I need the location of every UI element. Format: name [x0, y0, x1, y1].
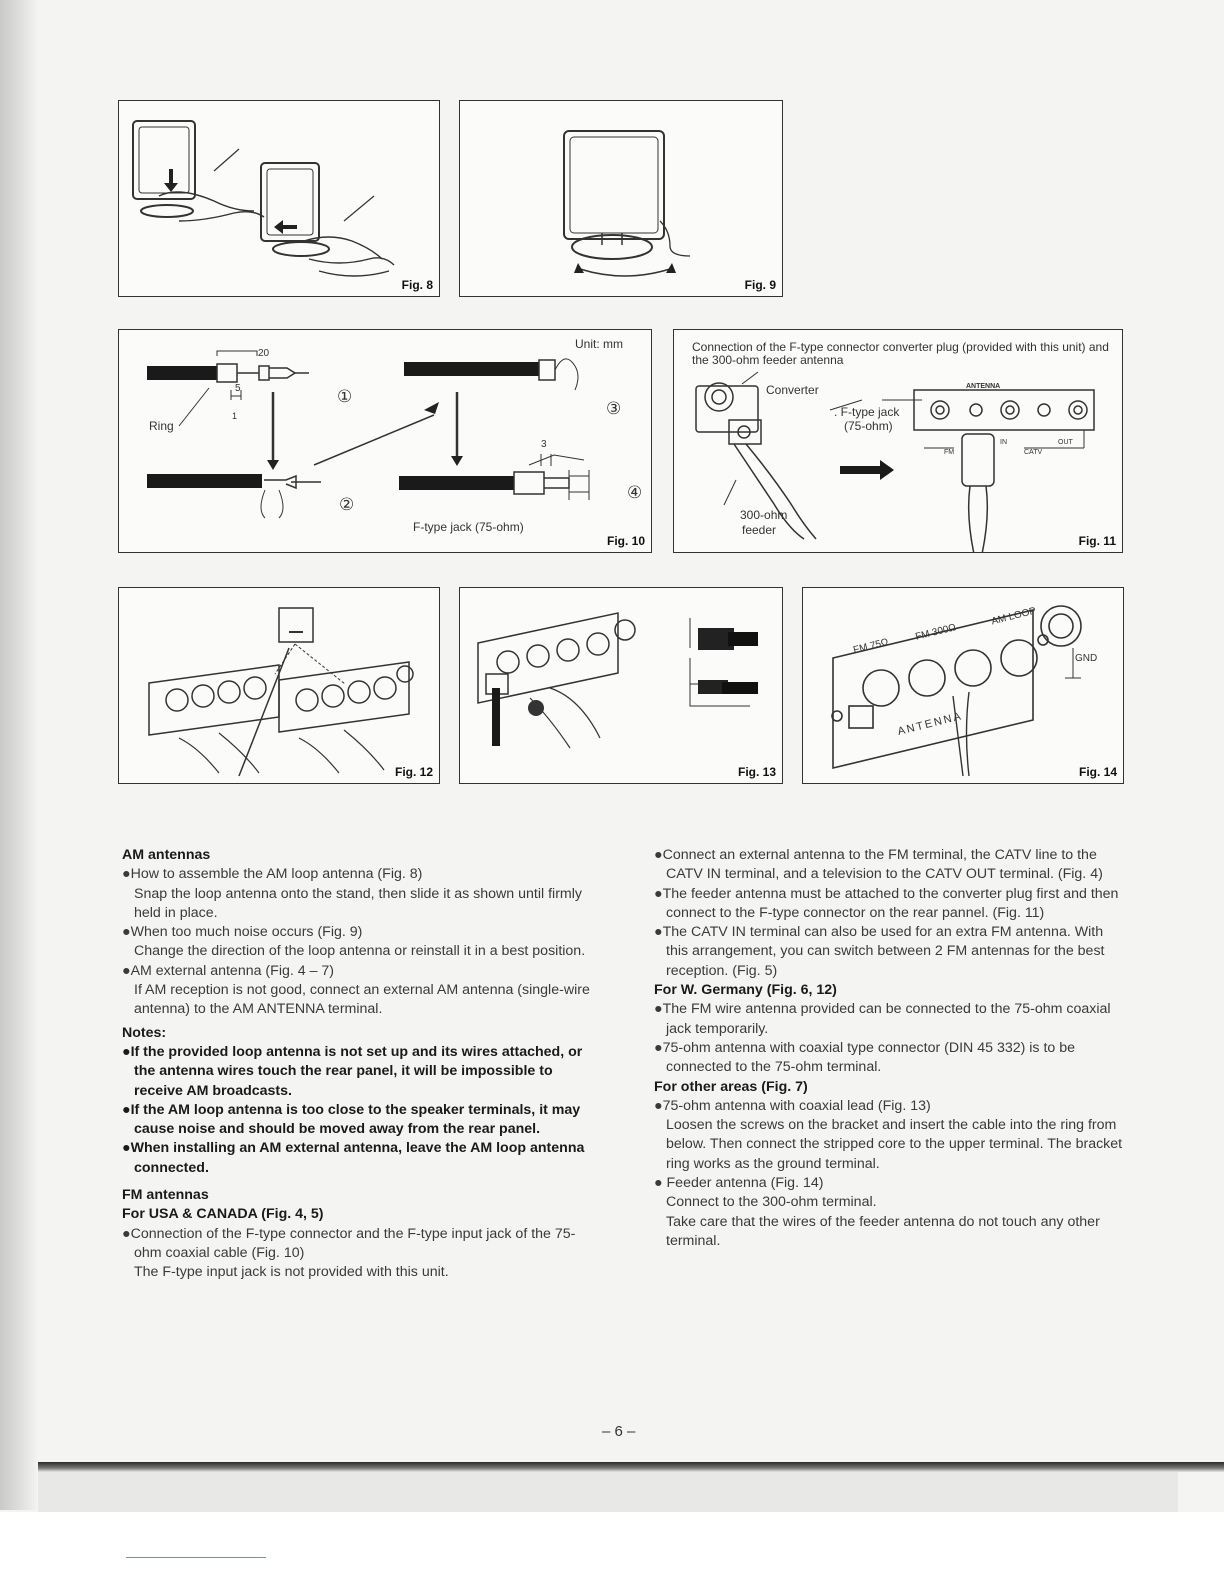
fig-11-jack-ohm: (75-ohm) [844, 419, 893, 433]
note-1: ●If the provided loop antenna is not set up and its wires attached, or the antenna wires touch the rear panel, it will be impossible to receive AM broadcasts. [122, 1043, 583, 1099]
other-item-1: ●75-ohm antenna with coaxial lead (Fig. 13) [654, 1097, 931, 1114]
notes-heading: Notes: [122, 1024, 167, 1041]
am-noise-text: Change the direction of the loop antenna or reinstall it in a best position. [134, 943, 586, 960]
am-assemble-text: Snap the loop antenna onto the stand, then slide it as shown until firmly held in place. [134, 885, 582, 921]
figure-8 [118, 100, 440, 297]
din-connector-installation-illustration [119, 588, 439, 783]
feeder-antenna-terminal-illustration [803, 588, 1123, 783]
germany-item-2: ●75-ohm antenna with coaxial type connector (DIN 45 332) is to be connected to the 75-ohm terminal. [654, 1039, 1076, 1076]
footer-link-line [126, 1557, 266, 1558]
fm-antennas-heading: FM antennas [122, 1187, 209, 1204]
fig-10-step-4: ④ [627, 483, 643, 502]
coaxial-lead-connection-illustration [460, 588, 782, 783]
fig-11-antenna-tag: ANTENNA [966, 383, 1001, 390]
loop-antenna-assembly-illustration [119, 101, 439, 296]
usa-canada-heading: For USA & CANADA (Fig. 4, 5) [122, 1206, 324, 1223]
fig-9-label: Fig. 9 [744, 278, 776, 292]
page-footer-area [0, 1512, 1224, 1584]
fig-12-label: Fig. 12 [394, 765, 433, 779]
note-2: ●If the AM loop antenna is too close to the speaker terminals, it may cause noise and should be moved away from the rear panel. [122, 1101, 581, 1138]
fig-11-fm-tag: FM [944, 449, 955, 456]
usa-connection-text: The F-type input jack is not provided with this unit. [134, 1264, 449, 1281]
figure-12 [118, 587, 440, 784]
catv-in-item: ●The CATV IN terminal can also be used for an extra FM antenna. With this arrangement, you can switch between 2 FM antennas for the best reception. (Fig. 5) [654, 924, 1105, 979]
fig-11-feeder-2: feeder [742, 523, 777, 537]
fig-11-catv-tag: CATV [1024, 449, 1043, 456]
other-item-2-text-1: Connect to the 300-ohm terminal. [666, 1194, 877, 1211]
loop-antenna-rotation-illustration [460, 101, 782, 296]
figure-13 [459, 587, 783, 784]
right-column [654, 846, 1124, 1251]
usa-connection-item: ●Connection of the F-type connector and the F-type input jack of the 75-ohm coaxial cable (Fig. 10) [122, 1225, 576, 1261]
fig-14-antenna: ANTENNA [896, 710, 964, 738]
fig-11-label: Fig. 11 [1078, 534, 1116, 548]
fig-14-fm75: FM 75Ω [852, 636, 890, 657]
fig-10-label: Fig. 10 [606, 534, 645, 548]
fig-11-in-tag: IN [1000, 439, 1007, 446]
fig-10-dim-20: 20 [258, 348, 270, 359]
fig-14-amloop: AM LOOP [990, 605, 1038, 628]
fig-14-gnd: GND [1075, 653, 1098, 664]
fig-13-label: Fig. 13 [737, 765, 776, 779]
am-external-item: ●AM external antenna (Fig. 4 – 7) [122, 962, 335, 979]
am-assemble-item: ●How to assemble the AM loop antenna (Fig. 8) [122, 866, 423, 883]
fig-11-converter: Converter [766, 383, 819, 397]
figure-14 [802, 587, 1124, 784]
other-item-2-text-2: Take care that the wires of the feeder antenna do not touch any other terminal. [666, 1213, 1100, 1249]
fig-8-label: Fig. 8 [401, 278, 433, 292]
page-bottom-edge [38, 1462, 1224, 1472]
figure-10 [118, 329, 652, 553]
fig-10-step-1: ① [337, 387, 353, 406]
feeder-attach-item: ●The feeder antenna must be attached to the converter plug first and then connect to the F-type connector on the rear pannel. (Fig. 11) [654, 885, 1119, 921]
fig-10-ring: Ring [149, 419, 174, 433]
fig-14-label: Fig. 14 [1078, 765, 1117, 779]
fig-11-jack: . F-type jack [834, 405, 900, 419]
fig-10-unit: Unit: mm [575, 337, 623, 351]
fig-10-dim-5: 5 [235, 383, 241, 394]
am-noise-item: ●When too much noise occurs (Fig. 9) [122, 924, 363, 941]
fig-11-caption: Connection of the F-type connector converter plug (provided with this unit) and the 300-ohm feeder antenna [692, 340, 1109, 367]
figure-11 [673, 329, 1123, 553]
fig-10-jack: F-type jack (75-ohm) [413, 520, 524, 534]
other-areas-heading: For other areas (Fig. 7) [654, 1078, 808, 1095]
fig-10-dim-3: 3 [541, 439, 547, 450]
page-number: – 6 – [602, 1423, 636, 1440]
fig-10-dim-1: 1 [232, 411, 238, 421]
germany-heading: For W. Germany (Fig. 6, 12) [654, 982, 837, 999]
f-type-connector-assembly-illustration [119, 330, 651, 552]
germany-item-1: ●The FM wire antenna provided can be connected to the 75-ohm coaxial jack temporarily. [654, 1001, 1111, 1037]
fig-14-fm300: FM 300Ω [914, 622, 958, 643]
fig-11-feeder: 300-ohm [740, 508, 788, 522]
other-item-1-text: Loosen the screws on the bracket and insert the cable into the ring from below. Then connect the stripped core to the upper terminal. The bracket ring works as the ground terminal. [666, 1117, 1123, 1172]
am-antennas-heading: AM antennas [122, 847, 211, 863]
note-3: ●When installing an AM external antenna, leave the AM loop antenna connected. [122, 1140, 585, 1176]
page-edge-shadow [0, 0, 38, 1510]
other-item-2: ● Feeder antenna (Fig. 14) [654, 1175, 824, 1192]
fig-11-out-tag: OUT [1058, 439, 1073, 446]
left-column [122, 846, 592, 1283]
page-bottom-strip [38, 1472, 1178, 1512]
figure-9 [459, 100, 783, 297]
fig-10-step-3: ③ [606, 399, 622, 418]
am-external-text: If AM reception is not good, connect an external AM antenna (single-wire antenna) to the AM ANTENNA terminal. [134, 982, 590, 1018]
fig-10-step-2: ② [339, 495, 355, 514]
catv-connect-item: ●Connect an external antenna to the FM terminal, the CATV line to the CATV IN terminal, and a television to the CATV OUT terminal. (Fig. 4) [654, 847, 1103, 883]
